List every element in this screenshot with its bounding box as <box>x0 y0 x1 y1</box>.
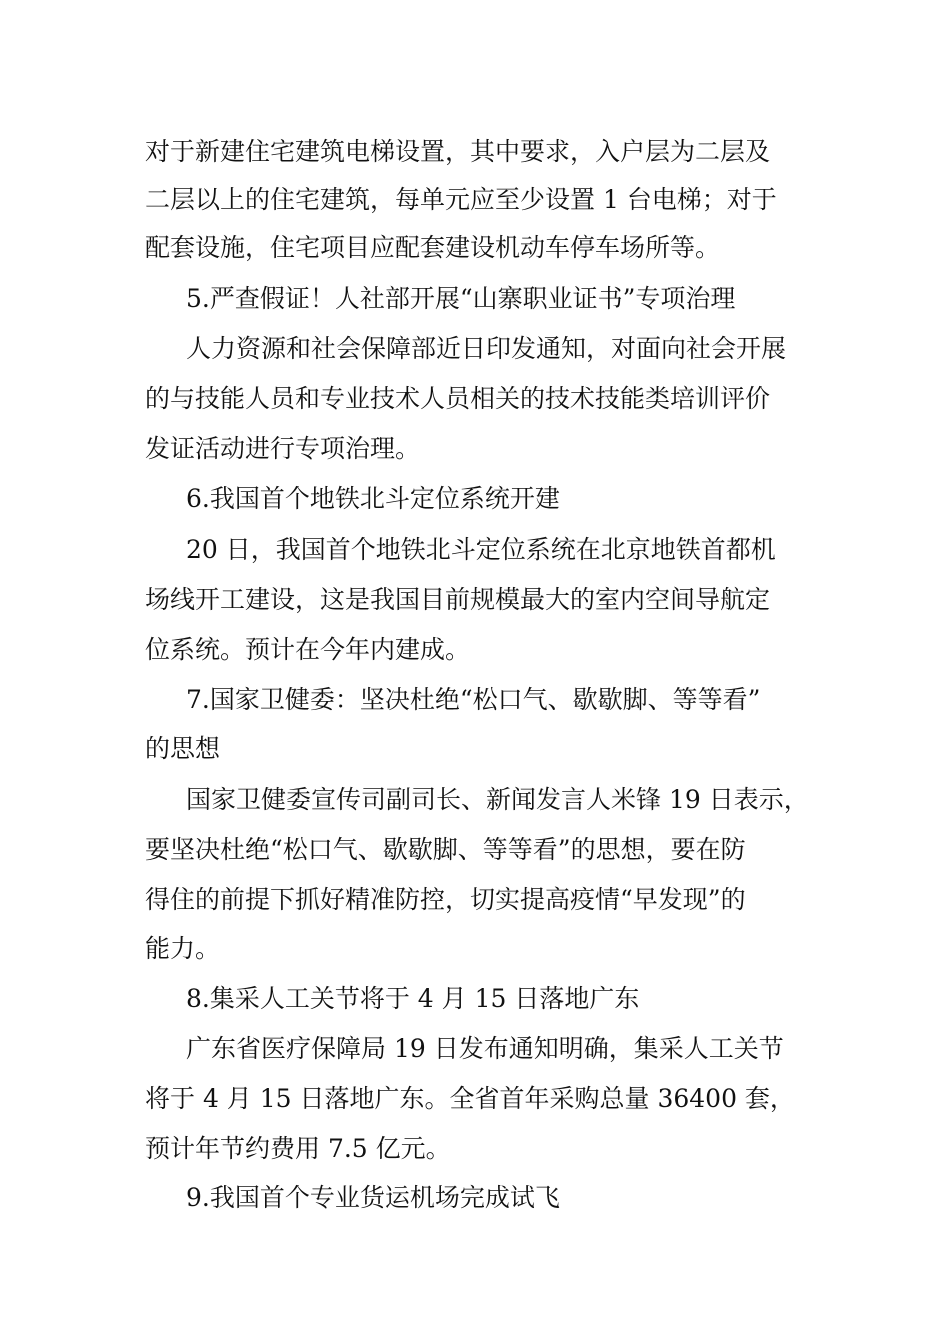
news-heading-7: 7.国家卫健委：坚决杜绝“松口气、歇歇脚、等等看” <box>186 685 761 714</box>
news-heading-8: 8.集采人工关节将于 4 月 15 日落地广东 <box>186 984 640 1013</box>
body-text-line: 场线开工建设，这是我国目前规模最大的室内空间导航定 <box>145 585 771 614</box>
news-heading-5: 5.严查假证！人社部开展“山寨职业证书”专项治理 <box>186 284 736 313</box>
body-text-line: 广东省医疗保障局 19 日发布通知明确，集采人工关节 <box>186 1034 784 1063</box>
body-text-line: 能力。 <box>145 934 221 963</box>
news-heading-9: 9.我国首个专业货运机场完成试飞 <box>186 1183 560 1212</box>
body-text-line: 要坚决杜绝“松口气、歇歇脚、等等看”的思想，要在防 <box>145 835 746 864</box>
body-text-line: 发证活动进行专项治理。 <box>145 434 421 463</box>
body-text-line: 国家卫健委宣传司副司长、新闻发言人米锋 19 日表示， <box>186 785 809 814</box>
body-text-line: 二层以上的住宅建筑，每单元应至少设置 1 台电梯；对于 <box>145 185 777 214</box>
body-text-line: 20 日，我国首个地铁北斗定位系统在北京地铁首都机 <box>186 535 776 564</box>
body-text-line: 人力资源和社会保障部近日印发通知，对面向社会开展 <box>186 334 787 363</box>
body-text-line: 的与技能人员和专业技术人员相关的技术技能类培训评价 <box>145 384 771 413</box>
body-text-line: 对于新建住宅建筑电梯设置，其中要求，入户层为二层及 <box>145 137 771 166</box>
body-text-line: 位系统。预计在今年内建成。 <box>145 635 471 664</box>
news-heading-7-continued: 的思想 <box>145 734 221 763</box>
news-heading-6: 6.我国首个地铁北斗定位系统开建 <box>186 484 560 513</box>
body-text-line: 配套设施，住宅项目应配套建设机动车停车场所等。 <box>145 233 721 262</box>
body-text-line: 预计年节约费用 7.5 亿元。 <box>145 1134 451 1163</box>
body-text-line: 将于 4 月 15 日落地广东。全省首年采购总量 36400 套， <box>145 1084 795 1113</box>
body-text-line: 得住的前提下抓好精准防控，切实提高疫情“早发现”的 <box>145 885 746 914</box>
